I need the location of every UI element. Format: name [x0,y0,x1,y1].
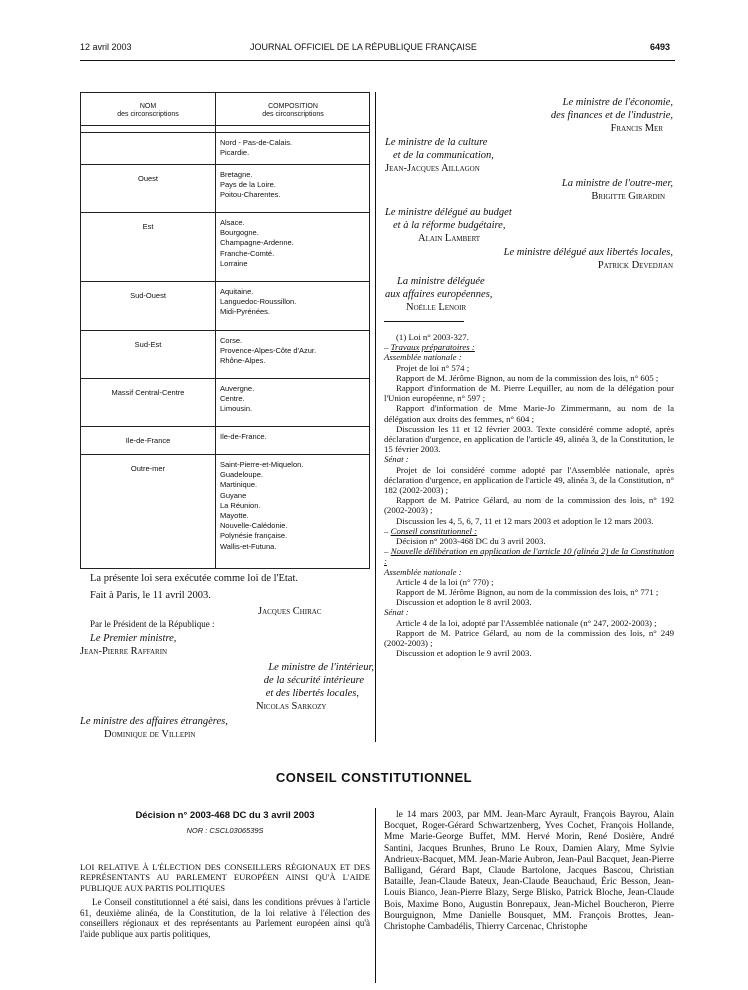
table-row [81,164,369,213]
row-name: Sud-Est [134,340,162,349]
journal-title: JOURNAL OFFICIEL DE LA RÉPUBLIQUE FRANÇAISE [250,42,477,52]
column-divider-lower [375,808,376,983]
row-composition: Auvergne. Centre. Limousin. [220,384,255,414]
culture-name: Jean-Jacques Aillagon [385,163,480,174]
budget-title-1: Le ministre délégué au budget [385,207,512,218]
table-row [81,281,369,331]
table-row [81,378,369,427]
row-composition: Corse. Provence-Alpes-Côte d'Azur. Rhône-Alpes. [220,336,317,366]
nor-reference: NOR : CSCL0306539S [186,826,264,835]
pm-title: Le Premier ministre, [90,633,177,644]
page-number: 6493 [650,42,671,52]
decision-body-right: le 14 mars 2003, par MM. Jean-Marc Ayrault, François Bayrou, Alain Bocquet, Roger-Gérard Schwartzenberg, Yves Cochet, François Hollande, Mme Marie-George Buffet, MM. Hervé Morin, René Dosière, André Santini, Jacques Brunhes, Bruno Le Roux, Damien Alary, Mme Sylvie Andrieux-Bacquet, MM. Jean-Marie Aubron, Jean-Paul Bacquet, Jean-Pierre Balligand, Gérard Bapt, Claude Bartolone, Jacques Bascou, Christian Bataille, Jean-Claude Bateux, Jean-Claude Beauchaud, Éric Besson, Jean-Louis Bianco, Jean-Pierre Blazy, Serge Blisko, Patrick Bloche, Jean-Claude Bois, Maxime Bono, Augustin Bonrepaux, Jean-Michel Boucheron, Pierre Bourguignon, Mme Danielle Bousquet, MM. François Brottes, Jean-Christophe Cambadélis, Thierry Carcenac, Christophe [384,810,674,933]
table-row [81,426,369,455]
note-item: Rapport d'information de Mme Marie-Jo Zimmermann, au nom de la délégation aux droits des femmes, n° 604 ; [384,403,674,424]
table-header-nom [81,103,215,119]
note-item: Discussion et adoption le 9 avril 2003. [396,648,532,659]
note-item: Rapport d'information de M. Pierre Lequiller, au nom de la délégation pour l'Union européenne, n° 597 ; [384,383,674,404]
column-divider [375,92,376,742]
note-cc: Conseil constitutionnel : [390,525,478,536]
table-header-composition-line2: des circonscriptions [262,111,324,118]
economy-name: Francis Mer [610,123,663,134]
table-header-rule [81,125,369,126]
table-row [81,330,369,379]
header-date: 12 avril 2003 [80,42,132,52]
note-item: Décision n° 2003-468 DC du 3 avril 2003. [396,536,546,547]
table-header-composition-line1: COMPOSITION [268,103,318,110]
table-row [81,132,369,165]
libertes-name: Patrick Devedjian [597,260,673,271]
culture-title-1: Le ministre de la culture [385,137,488,148]
foreign-name: Dominique de Villepin [104,729,196,740]
header-rule [80,60,675,61]
note-senat2: Sénat : [384,607,409,618]
note-item: Projet de loi n° 574 ; [396,362,470,373]
economy-title-1: Le ministre de l'économie, [562,97,673,108]
table-row [81,212,369,282]
table-header-nom-line1: NOM [139,103,157,110]
note-item: Rapport de M. Patrice Gélard, au nom de la commission des lois, n° 249 (2002-2003) ; [384,627,674,649]
note-item: Rapport de M. Jérôme Bignon, au nom de la commission des lois, n° 771 ; [396,587,659,598]
note-nouvelle: Nouvelle délibération en application de l'article 10 (alinéa 2) de la Constitution : [384,546,674,567]
pm-name: Jean-Pierre Raffarin [80,646,168,657]
note-senat1: Sénat : [384,454,409,465]
budget-name: Alain Lambert [418,233,481,244]
row-composition: Ile-de-France. [220,432,267,441]
decision-body-left: Le Conseil constitutionnel a été saisi, dans les conditions prévues à l'article 61, deuxième alinéa, de la Constitution, de la loi relative à l'élection des conseillers régionaux et des représentants au Parlement européen ainsi qu'à l'aide publique aux partis politiques, [80,897,370,939]
row-composition: Nord - Pas-de-Calais. Picardie. [220,138,293,158]
interior-title-1: Le ministre de l'intérieur, [268,662,374,673]
decision-subject: LOI RELATIVE À L'ÉLECTION DES CONSEILLERS RÉGIONAUX ET DES REPRÉSENTANTS AU PARLEMENT EUROPÉEN AINSI QU'À L'AIDE PUBLIQUE AUX PARTIS POLITIQUES [80,862,370,893]
libertes-title: Le ministre délégué aux libertés locales, [503,247,673,258]
note-travaux-line: – Travaux préparatoires : [384,342,475,353]
note-item: Rapport de M. Patrice Gélard, au nom de la commission des lois, n° 192 (2002-2003) ; [384,495,674,516]
note-item: Discussion les 4, 5, 6, 7, 11 et 12 mars 2003 et adoption le 12 mars 2003. [396,515,654,526]
row-name: Ouest [137,174,158,183]
note-loi: (1) Loi n° 2003-327. [396,332,469,342]
economy-title-2: des finances et de l'industrie, [550,110,673,121]
interior-title-3: et des libertés locales, [265,688,359,699]
legislative-notes [384,332,674,659]
circonscriptions-table [80,92,370,569]
europe-name: Noëlle Lenoir [406,302,467,313]
note-nouvelle-line: – Nouvelle délibération en application de l'article 10 (alinéa 2) de la Constitution : [384,546,674,567]
row-composition: Alsace. Bourgogne. Champagne-Ardenne. Franche-Comté. Lorraine [220,218,294,268]
row-composition: Saint-Pierre-et-Miquelon. Guadeloupe. Martinique. Guyane La Réunion. Mayotte. Nouvelle-Calédonie. Polynésie française. Wallis-et-Futuna. [220,460,304,551]
note-item: Article 4 de la loi (n° 770) ; [396,576,494,587]
table-header-composition [216,103,370,119]
note-travaux: Travaux préparatoires : [390,342,475,353]
note-an1: Assemblée nationale : [384,352,462,363]
row-name: Ile-de-France [125,436,171,445]
note-item: Rapport de M. Jérôme Bignon, au nom de la commission des lois, n° 605 ; [396,372,659,383]
by-president: Par le Président de la République : [90,619,215,629]
outremer-title: La ministre de l'outre-mer, [561,178,673,189]
row-name: Massif Central-Centre [111,388,185,397]
note-item: Article 4 de la loi, adopté par l'Assemblée nationale (n° 247, 2002-2003) ; [396,617,657,628]
foreign-title: Le ministre des affaires étrangères, [80,716,228,727]
decision-title: Décision n° 2003-468 DC du 3 avril 2003 [135,810,315,821]
interior-name: Nicolas Sarkozy [256,701,327,712]
outremer-name: Brigitte Girardin [591,191,665,202]
row-name: Est [142,222,154,231]
notes-rule [384,321,464,322]
note-an2: Assemblée nationale : [384,566,462,577]
row-name: Sud-Ouest [130,291,166,300]
row-composition: Aquitaine. Languedoc-Roussillon. Midi-Pyrénées. [220,287,297,317]
europe-title-2: aux affaires européennes, [385,289,493,300]
note-cc-line: – Conseil constitutionnel : [384,525,478,536]
europe-title-1: La ministre déléguée [397,276,485,287]
conseil-heading: CONSEIL CONSTITUTIONNEL [275,770,473,785]
budget-title-2: et à la réforme budgétaire, [393,220,506,231]
note-item: Discussion les 11 et 12 février 2003. Texte considéré comme adopté, après déclaration d'urgence, en application de l'article 49, alinéa 3, de la Constitution, le 15 février 2003. [384,423,674,455]
table-header-nom-line2: des circonscriptions [117,111,179,118]
table-row [81,454,369,570]
row-composition: Bretagne. Pays de la Loire. Poitou-Charentes. [220,170,281,200]
culture-title-2: et de la communication, [393,150,494,161]
note-item: Discussion et adoption le 8 avril 2003. [396,597,532,608]
execution-clause: La présente loi sera exécutée comme loi de l'Etat. [90,573,299,584]
president-name: Jacques Chirac [258,606,322,617]
note-item: Projet de loi considéré comme adopté par l'Assemblée nationale, après déclaration d'urgence, en application de l'article 49, alinéa 3, de la Constitution, n° 182 (2002-2003) ; [384,464,674,496]
interior-title-2: de la sécurité intérieure [263,675,364,686]
done-at: Fait à Paris, le 11 avril 2003. [90,590,211,601]
row-name: Outre-mer [130,464,166,473]
